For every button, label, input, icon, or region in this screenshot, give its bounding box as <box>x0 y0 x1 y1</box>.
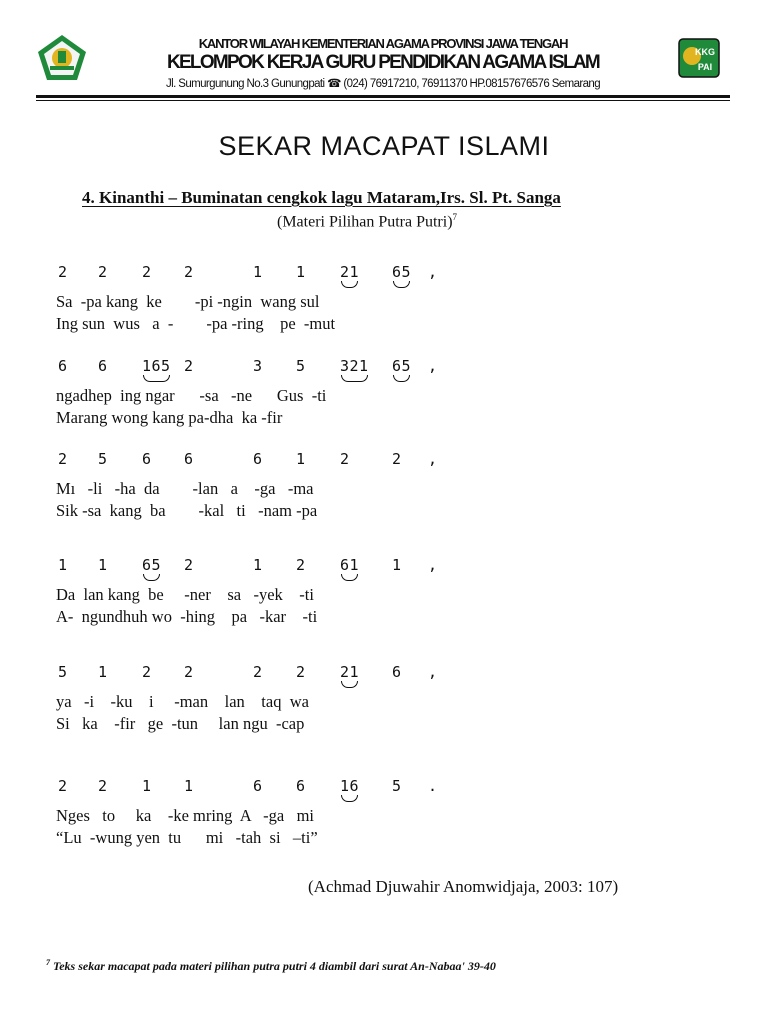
logo-text-top: KKG <box>695 47 715 57</box>
cipher-note <box>184 357 194 375</box>
note-group: 2 <box>184 263 194 281</box>
cipher-note <box>98 357 108 375</box>
note-group: 6 <box>98 357 108 375</box>
note-group: 6 <box>296 777 306 795</box>
note-group: 6 <box>58 357 68 375</box>
note-group: 321 <box>340 357 369 375</box>
cipher-note <box>428 663 438 681</box>
cipher-note <box>142 663 152 681</box>
note-group: 6 <box>253 450 263 468</box>
cipher-note <box>296 663 306 681</box>
note-group: 3 <box>253 357 263 375</box>
song-heading: 4. Kinanthi – Buminatan cengkok lagu Mataram,Irs. Sl. Pt. Sanga <box>82 188 561 207</box>
cipher-note <box>142 357 171 375</box>
cipher-note <box>340 450 350 468</box>
note-group: 1 <box>142 777 152 795</box>
lyric-line: Da lan kang be -ner sa -yek -ti <box>56 585 314 604</box>
cipher-note <box>296 357 306 375</box>
cipher-note <box>340 263 359 281</box>
lyric-line: Ing sun wus a - -pa -ring pe -mut <box>56 314 336 333</box>
note-group: 1 <box>98 663 108 681</box>
cipher-note <box>296 450 306 468</box>
note-group: 2 <box>392 450 402 468</box>
note-group: 2 <box>58 450 68 468</box>
note-group: 1 <box>392 556 402 574</box>
cipher-note <box>98 450 108 468</box>
lyric-line: “Lu -wung yen tu mi -tah si –ti” <box>56 828 318 847</box>
citation: (Achmad Djuwahir Anomwidjaja, 2003: 107) <box>308 877 619 896</box>
note-group: 2 <box>184 357 194 375</box>
note-group: 5 <box>58 663 68 681</box>
lyric-line: ya -i -ku i -man lan taq wa <box>56 692 309 711</box>
note-group: 6 <box>184 450 194 468</box>
note-group: 21 <box>340 663 360 681</box>
note-group: 1 <box>253 263 263 281</box>
cipher-note <box>392 263 411 281</box>
note-group: 2 <box>296 663 306 681</box>
cipher-note <box>58 450 68 468</box>
letterhead <box>36 28 730 100</box>
note-group: , <box>428 663 438 681</box>
lyric-line: Si ka -fir ge -tun lan ngu -cap <box>56 714 305 733</box>
footnote <box>46 958 496 974</box>
note-group: 2 <box>184 556 194 574</box>
cipher-note <box>58 663 68 681</box>
cipher-note <box>340 357 369 375</box>
cipher-note <box>184 263 194 281</box>
logo-text-bottom: PAI <box>697 62 713 72</box>
cipher-note <box>142 556 161 574</box>
note-group: 2 <box>98 263 108 281</box>
note-group: , <box>428 556 438 574</box>
letterhead-office-name: KANTOR WILAYAH KEMENTERIAN AGAMA PROVINSI JAWA TENGAH <box>198 36 568 51</box>
note-group: 65 <box>392 263 412 281</box>
note-group: 2 <box>142 663 152 681</box>
note-group: 16 <box>340 777 360 795</box>
note-group: 6 <box>392 663 402 681</box>
cipher-note <box>98 663 108 681</box>
cipher-note <box>184 777 194 795</box>
note-group: , <box>428 263 438 281</box>
lyric-line: A- ngundhuh wo -hing pa -kar -ti <box>56 607 318 626</box>
note-group: 1 <box>184 777 194 795</box>
cipher-note <box>184 450 194 468</box>
note-group: 1 <box>296 263 306 281</box>
cipher-note <box>253 556 263 574</box>
song-subheading-text: (Materi Pilihan Putra Putri) <box>277 213 453 231</box>
cipher-note <box>184 556 194 574</box>
song-subheading <box>277 212 457 231</box>
note-group: 5 <box>392 777 402 795</box>
cipher-note <box>98 777 108 795</box>
cipher-note <box>428 357 438 375</box>
cipher-note <box>142 777 152 795</box>
note-group: 21 <box>340 263 360 281</box>
note-group: 2 <box>58 777 68 795</box>
letterhead-address: Jl. Sumurgunung No.3 Gunungpati ☎ (024) 76917210, 76911370 HP.08157676576 Semarang <box>165 78 600 90</box>
lyric-line: Mı -li -ha da -lan a -ga -ma <box>56 479 314 498</box>
cipher-note <box>253 357 263 375</box>
cipher-note <box>296 556 306 574</box>
note-group: , <box>428 450 438 468</box>
note-group: 165 <box>142 357 171 375</box>
lyric-line: Sik -sa kang ba -kal ti -nam -pa <box>56 501 318 520</box>
lyric-line: Nges to ka -ke mring A -ga mi <box>56 806 315 825</box>
cipher-note <box>253 777 263 795</box>
cipher-note <box>428 263 438 281</box>
note-group: 2 <box>58 263 68 281</box>
note-group: 2 <box>253 663 263 681</box>
note-group: 1 <box>58 556 68 574</box>
cipher-note <box>392 357 411 375</box>
cipher-note <box>142 263 152 281</box>
letterhead-organization: KELOMPOK KERJA GURU PENDIDIKAN AGAMA ISLAM <box>166 52 600 73</box>
footnote-reference: 7 <box>452 212 458 222</box>
note-group: 2 <box>184 663 194 681</box>
letterhead-rule-thin <box>36 100 730 101</box>
lyric-line: ngadhep ing ngar -sa -ne Gus -ti <box>56 386 327 405</box>
cipher-note <box>340 556 359 574</box>
lyric-line: Marang wong kang pa-dha ka -fir <box>56 408 283 427</box>
cipher-note <box>296 777 306 795</box>
note-group: 5 <box>98 450 108 468</box>
note-group: 65 <box>392 357 412 375</box>
cipher-note <box>392 663 402 681</box>
cipher-note <box>98 263 108 281</box>
cipher-note <box>253 263 263 281</box>
cipher-note <box>253 663 263 681</box>
cipher-note <box>58 556 68 574</box>
cipher-note <box>58 357 68 375</box>
note-group: 61 <box>340 556 360 574</box>
cipher-note <box>392 556 402 574</box>
note-group: 2 <box>296 556 306 574</box>
cipher-note <box>340 663 359 681</box>
document-title: SEKAR MACAPAT ISLAMI <box>218 131 550 161</box>
lyric-line: Sa -pa kang ke -pi -ngin wang sul <box>56 292 320 311</box>
footnote-mark: 7 <box>46 958 50 967</box>
note-group: 1 <box>296 450 306 468</box>
note-group: , <box>428 357 438 375</box>
note-group: 1 <box>253 556 263 574</box>
letterhead-rule-thick <box>36 95 730 98</box>
cipher-note <box>296 263 306 281</box>
cipher-note <box>58 777 68 795</box>
note-group: 6 <box>253 777 263 795</box>
note-group: 2 <box>98 777 108 795</box>
cipher-note <box>142 450 152 468</box>
cipher-note <box>58 263 68 281</box>
note-group: 2 <box>142 263 152 281</box>
note-group: 65 <box>142 556 162 574</box>
note-group: 2 <box>340 450 350 468</box>
note-group: 6 <box>142 450 152 468</box>
cipher-note <box>392 777 402 795</box>
kkg-pai-logo-icon <box>678 38 720 78</box>
cipher-note <box>428 450 438 468</box>
note-group: 1 <box>98 556 108 574</box>
cipher-note <box>428 777 438 795</box>
cipher-note <box>184 663 194 681</box>
footnote-text: Teks sekar macapat pada materi pilihan putra putri 4 diambil dari surat An-Nabaa' 39-40 <box>53 959 496 973</box>
note-group: . <box>428 777 438 795</box>
cipher-note <box>253 450 263 468</box>
cipher-note <box>340 777 359 795</box>
cipher-note <box>392 450 402 468</box>
note-group: 5 <box>296 357 306 375</box>
cipher-note <box>428 556 438 574</box>
cipher-note <box>98 556 108 574</box>
